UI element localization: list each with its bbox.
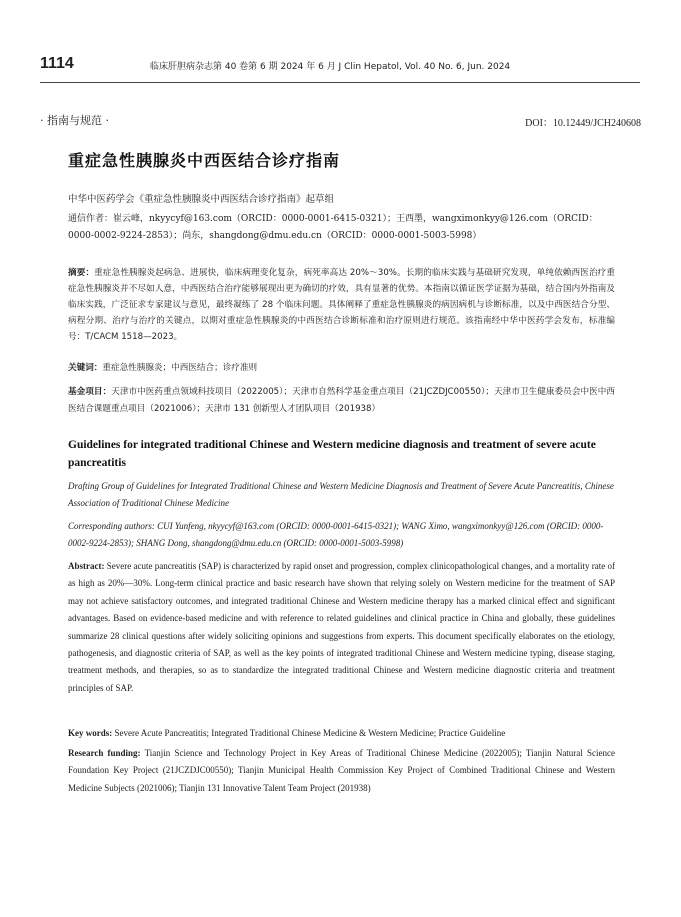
page-number: 1114 <box>40 55 74 72</box>
english-abstract <box>68 558 615 697</box>
chinese-keywords-text: 重症急性胰腺炎；中西医结合；诊疗准则 <box>102 363 258 373</box>
english-corresponding-authors: Corresponding authors: CUI Yunfeng, nkyycyf@163.com (ORCID: 0000-0001-6415-0321); WANG Ximo, wangximonkyy@126.com (ORCID: 0000-0002-9224-2853); SHANG Dong, shangdong@dmu.edu.cn (ORCID: 0000-0001-5003-5998) <box>68 521 604 548</box>
chinese-title: 重症急性胰腺炎中西医结合诊疗指南 <box>68 151 341 170</box>
english-keywords-text: Severe Acute Pancreatitis; Integrated Traditional Chinese Medicine & Western Medicine; Practice Guideline <box>112 728 506 738</box>
english-title: Guidelines for integrated traditional Chinese and Western medicine diagnosis and treatment of severe acute pancreatitis <box>68 439 596 469</box>
english-abstract-text: Severe acute pancreatitis (SAP) is characterized by rapid onset and progression, complex clinicopathological changes, and a mortality rate of as high as 20%—30%. Long-term clinical practice and basic research have shown that relying solely on Western medicine for the treatment of SAP may not achieve satisfactory outcomes, and integrated traditional Chinese and Western medicine therapy has a marked clinical effect and significant advantages. Based on evidence-based medicine and with reference to related guidelines and clinical practice in China and globally, these guidelines summarize 28 clinical questions after widely soliciting opinions and suggestions from experts. This document specifically elaborates on the etiology, pathogenesis, and diagnostic criteria of SAP, as well as the key points of integrated traditional Chinese and Western medicine typing, disease staging, treatment methods, and therapies, so as to standardize the integrated traditional Chinese and Western medicine diagnostic criteria and treatment principles of SAP. <box>68 561 615 693</box>
header-rule <box>40 82 640 83</box>
chinese-funding-text: 天津市中医药重点领域科技项目（2022005）；天津市自然科学基金重点项目（21JCZDJC00550）；天津市卫生健康委员会中医中西医结合课题重点项目（2021006）；天津市 131 创新型人才团队项目（201938） <box>68 387 615 414</box>
journal-citation: 临床肝胆病杂志第 40 卷第 6 期 2024 年 6 月 J Clin Hepatol, Vol. 40 No. 6, Jun. 2024 <box>150 62 511 72</box>
chinese-keywords <box>68 360 615 376</box>
english-funding-label: Research funding: <box>68 748 141 758</box>
chinese-abstract-label: 摘要： <box>68 268 95 278</box>
section-label: · 指南与规范 · <box>40 114 109 127</box>
english-funding-text: Tianjin Science and Technology Project in Key Areas of Traditional Chinese Medicine (2022005); Tianjin Natural Science Foundation Key Project (21JCZDJC00550); Tianjin Municipal Health Commission Key Project of Combined Traditional Chinese and Western Medicine Subjects (2021006); Tianjin 131 Innovative Talent Team Project (201938) <box>68 748 615 793</box>
chinese-abstract-text: 重症急性胰腺炎起病急、进展快，临床病理变化复杂，病死率高达 20%～30%。长期的临床实践与基础研究发现，单纯依赖西医治疗重症急性胰腺炎并不尽如人意，中西医结合治疗能够展现出更为确切的疗效，具有显著的优势。本指南以循证医学证据为基础，结合国内外指南及临床实践，广泛征求专家建议与意见，最终凝练了 28 个临床问题。具体阐释了重症急性胰腺炎的病因病机与诊断标准，以及中西医结合分型、病程分期、治疗与治疗的关键点，以期对重症急性胰腺炎的中西医结合诊断标准和治疗原则进行规范。该指南经中华中医药学会发布，标准编号：T/CACM 1518—2023。 <box>68 268 615 342</box>
english-drafting-group: Drafting Group of Guidelines for Integrated Traditional Chinese and Western Medicine Diagnosis and Treatment of Severe Acute Pancreatitis, Chinese Association of Traditional Chinese Medicine <box>68 481 614 508</box>
chinese-funding <box>68 384 615 418</box>
english-abstract-label: Abstract: <box>68 561 105 571</box>
chinese-funding-label: 基金项目： <box>68 387 112 397</box>
english-keywords-label: Key words: <box>68 728 113 738</box>
english-keywords <box>68 725 615 742</box>
chinese-abstract <box>68 265 615 345</box>
chinese-authors: 中华中医药学会《重症急性胰腺炎中西医结合诊疗指南》起草组 <box>68 194 335 205</box>
chinese-keywords-label: 关键词： <box>68 363 103 373</box>
chinese-corresponding-authors: 通信作者：崔云峰，nkyycyf@163.com（ORCID：0000-0001-6415-0321）；王西墨，wangximonkyy@126.com（ORCID：0000-0002-9224-2853）；尚东，shangdong@dmu.edu.cn（ORCID：0000-0001-5003-5998） <box>68 214 598 241</box>
running-header <box>40 55 640 81</box>
doi: DOI：10.12449/JCH240608 <box>525 118 641 129</box>
english-funding <box>68 745 615 797</box>
